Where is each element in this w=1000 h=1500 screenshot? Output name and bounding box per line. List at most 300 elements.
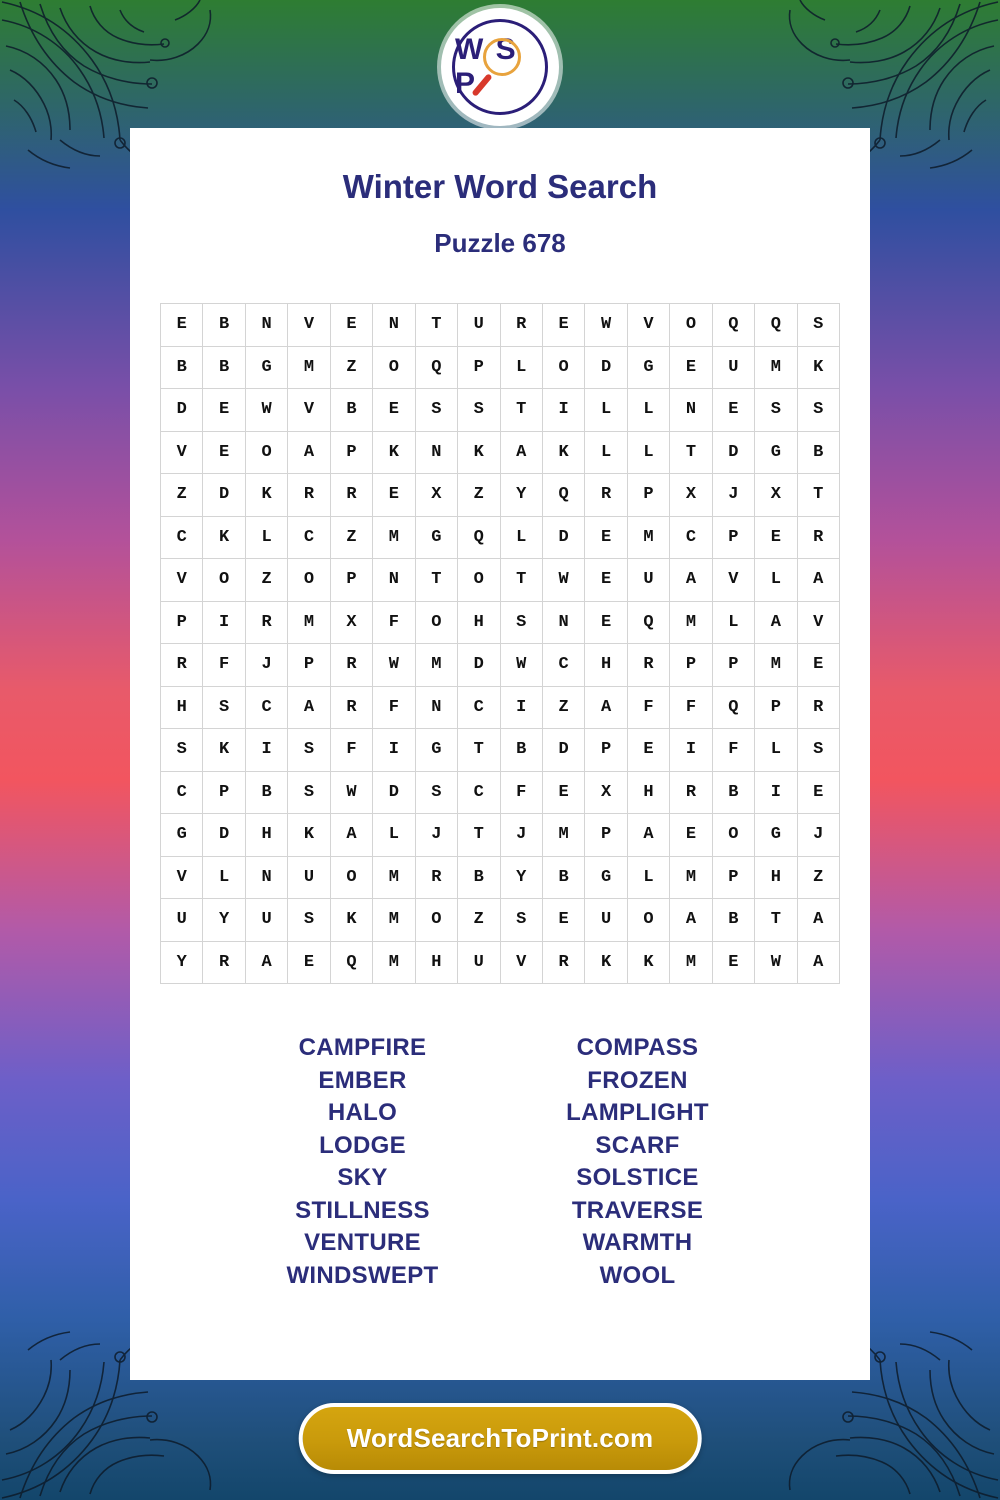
grid-row	[161, 346, 840, 389]
grid-cell[interactable]: M	[373, 516, 415, 559]
grid-cell[interactable]: E	[542, 304, 584, 347]
grid-cell[interactable]: Q	[458, 516, 500, 559]
word-list-item: FROZEN	[587, 1066, 688, 1094]
grid-cell[interactable]: P	[161, 601, 203, 644]
grid-cell[interactable]: O	[670, 304, 712, 347]
grid-cell[interactable]: D	[203, 474, 245, 517]
grid-cell[interactable]: R	[415, 856, 457, 899]
grid-cell[interactable]: M	[627, 516, 669, 559]
grid-cell[interactable]: I	[542, 389, 584, 432]
grid-cell[interactable]: A	[585, 686, 627, 729]
grid-cell[interactable]: T	[458, 729, 500, 772]
grid-cell[interactable]: R	[330, 474, 372, 517]
grid-cell[interactable]: A	[330, 814, 372, 857]
grid-cell[interactable]: L	[585, 431, 627, 474]
word-list-item: LODGE	[319, 1131, 406, 1159]
grid-cell[interactable]: E	[712, 941, 754, 984]
magnifier-icon	[483, 38, 521, 76]
grid-cell[interactable]: B	[797, 431, 839, 474]
grid-row	[161, 771, 840, 814]
grid-cell[interactable]: M	[542, 814, 584, 857]
grid-cell[interactable]: A	[797, 899, 839, 942]
grid-cell[interactable]: E	[670, 346, 712, 389]
grid-cell[interactable]: S	[415, 771, 457, 814]
grid-cell[interactable]: L	[627, 389, 669, 432]
grid-cell[interactable]: O	[627, 899, 669, 942]
grid-cell[interactable]: V	[161, 559, 203, 602]
grid-cell[interactable]: Z	[161, 474, 203, 517]
grid-cell[interactable]: O	[203, 559, 245, 602]
grid-cell[interactable]: P	[203, 771, 245, 814]
grid-cell[interactable]: R	[245, 601, 287, 644]
grid-cell[interactable]: M	[755, 644, 797, 687]
grid-row	[161, 899, 840, 942]
grid-cell[interactable]: K	[203, 729, 245, 772]
grid-cell[interactable]: C	[542, 644, 584, 687]
word-list-column-right	[500, 1032, 775, 1292]
grid-cell[interactable]: I	[245, 729, 287, 772]
grid-cell[interactable]: T	[797, 474, 839, 517]
grid-cell[interactable]: E	[288, 941, 330, 984]
grid-cell[interactable]: T	[415, 559, 457, 602]
grid-cell[interactable]: R	[500, 304, 542, 347]
grid-cell[interactable]: F	[500, 771, 542, 814]
grid-cell[interactable]: K	[203, 516, 245, 559]
grid-cell[interactable]: O	[330, 856, 372, 899]
grid-cell[interactable]: S	[288, 899, 330, 942]
grid-cell[interactable]: B	[330, 389, 372, 432]
grid-cell[interactable]: N	[542, 601, 584, 644]
grid-row	[161, 431, 840, 474]
website-label: WordSearchToPrint.com	[346, 1423, 654, 1453]
grid-cell[interactable]: N	[415, 431, 457, 474]
word-list	[130, 1032, 870, 1292]
grid-cell[interactable]: J	[415, 814, 457, 857]
grid-cell[interactable]: U	[245, 899, 287, 942]
grid-cell[interactable]: D	[542, 729, 584, 772]
grid-cell[interactable]: F	[373, 686, 415, 729]
grid-cell[interactable]: R	[288, 474, 330, 517]
grid-cell[interactable]: Y	[203, 899, 245, 942]
grid-cell[interactable]: M	[288, 346, 330, 389]
grid-cell[interactable]: C	[161, 771, 203, 814]
grid-cell[interactable]: P	[627, 474, 669, 517]
grid-cell[interactable]: E	[585, 601, 627, 644]
grid-cell[interactable]: N	[245, 856, 287, 899]
grid-cell[interactable]: B	[712, 771, 754, 814]
grid-cell[interactable]: E	[797, 771, 839, 814]
grid-cell[interactable]: J	[245, 644, 287, 687]
website-button[interactable]	[299, 1403, 702, 1474]
grid-cell[interactable]: K	[330, 899, 372, 942]
grid-cell[interactable]: A	[797, 559, 839, 602]
grid-cell[interactable]: Q	[330, 941, 372, 984]
grid-cell[interactable]: G	[585, 856, 627, 899]
grid-cell[interactable]: L	[627, 856, 669, 899]
grid-cell[interactable]: Q	[712, 686, 754, 729]
grid-cell[interactable]: V	[288, 389, 330, 432]
grid-cell[interactable]: A	[755, 601, 797, 644]
grid-cell[interactable]: R	[330, 686, 372, 729]
grid-cell[interactable]: K	[542, 431, 584, 474]
grid-cell[interactable]: Q	[415, 346, 457, 389]
grid-cell[interactable]: B	[542, 856, 584, 899]
grid-row	[161, 304, 840, 347]
grid-cell[interactable]: T	[670, 431, 712, 474]
grid-cell[interactable]: E	[585, 516, 627, 559]
grid-cell[interactable]: B	[458, 856, 500, 899]
grid-cell[interactable]: S	[797, 729, 839, 772]
grid-cell[interactable]: Z	[458, 899, 500, 942]
grid-cell[interactable]: L	[500, 346, 542, 389]
grid-cell[interactable]: D	[161, 389, 203, 432]
grid-cell[interactable]: P	[755, 686, 797, 729]
grid-cell[interactable]: I	[373, 729, 415, 772]
grid-cell[interactable]: L	[627, 431, 669, 474]
word-list-item: VENTURE	[304, 1229, 421, 1256]
grid-cell[interactable]: M	[373, 899, 415, 942]
grid-cell[interactable]: E	[712, 389, 754, 432]
grid-cell[interactable]: S	[458, 389, 500, 432]
grid-cell[interactable]: M	[670, 601, 712, 644]
grid-cell[interactable]: U	[458, 304, 500, 347]
grid-cell[interactable]: V	[500, 941, 542, 984]
grid-row	[161, 814, 840, 857]
grid-row	[161, 559, 840, 602]
grid-cell[interactable]: F	[627, 686, 669, 729]
grid-cell[interactable]: D	[203, 814, 245, 857]
grid-cell[interactable]: P	[712, 644, 754, 687]
word-list-item: SKY	[337, 1164, 388, 1191]
grid-cell[interactable]: D	[542, 516, 584, 559]
grid-cell[interactable]: V	[161, 856, 203, 899]
grid-cell[interactable]: A	[288, 431, 330, 474]
grid-cell[interactable]: B	[203, 346, 245, 389]
grid-cell[interactable]: Z	[797, 856, 839, 899]
grid-cell[interactable]: E	[542, 771, 584, 814]
grid-cell[interactable]: Y	[161, 941, 203, 984]
grid-cell[interactable]: C	[458, 771, 500, 814]
grid-cell[interactable]: B	[203, 304, 245, 347]
grid-cell[interactable]: W	[245, 389, 287, 432]
grid-cell[interactable]: U	[288, 856, 330, 899]
grid-row	[161, 601, 840, 644]
grid-cell[interactable]: I	[755, 771, 797, 814]
grid-cell[interactable]: M	[373, 856, 415, 899]
grid-cell[interactable]: G	[161, 814, 203, 857]
grid-cell[interactable]: V	[797, 601, 839, 644]
grid-cell[interactable]: N	[373, 304, 415, 347]
grid-cell[interactable]: E	[585, 559, 627, 602]
grid-cell[interactable]: L	[755, 559, 797, 602]
grid-cell[interactable]: Z	[542, 686, 584, 729]
grid-cell[interactable]: X	[330, 601, 372, 644]
grid-cell[interactable]: W	[500, 644, 542, 687]
grid-cell[interactable]: L	[755, 729, 797, 772]
grid-cell[interactable]: A	[627, 814, 669, 857]
grid-cell[interactable]: Q	[755, 304, 797, 347]
grid-cell[interactable]: S	[203, 686, 245, 729]
word-list-column-left	[225, 1032, 500, 1292]
grid-cell[interactable]: U	[161, 899, 203, 942]
word-list-item: SCARF	[595, 1131, 680, 1159]
grid-cell[interactable]: G	[245, 346, 287, 389]
grid-cell[interactable]: V	[712, 559, 754, 602]
grid-cell[interactable]: N	[415, 686, 457, 729]
grid-cell[interactable]: E	[203, 389, 245, 432]
grid-row	[161, 389, 840, 432]
grid-cell[interactable]: S	[288, 771, 330, 814]
grid-cell[interactable]: P	[585, 729, 627, 772]
grid-cell[interactable]: U	[458, 941, 500, 984]
grid-cell[interactable]: P	[585, 814, 627, 857]
grid-cell[interactable]: S	[161, 729, 203, 772]
word-list-item: WOOL	[599, 1261, 676, 1289]
grid-cell[interactable]: C	[161, 516, 203, 559]
grid-cell[interactable]: R	[797, 686, 839, 729]
grid-cell[interactable]: U	[712, 346, 754, 389]
grid-cell[interactable]: E	[627, 729, 669, 772]
grid-cell[interactable]: B	[245, 771, 287, 814]
grid-cell[interactable]: T	[500, 559, 542, 602]
grid-cell[interactable]: Z	[458, 474, 500, 517]
grid-cell[interactable]: S	[288, 729, 330, 772]
grid-cell[interactable]: L	[500, 516, 542, 559]
logo-circle	[452, 19, 548, 115]
grid-cell[interactable]: Q	[712, 304, 754, 347]
grid-cell[interactable]: R	[585, 474, 627, 517]
grid-cell[interactable]: Q	[627, 601, 669, 644]
grid-cell[interactable]: O	[542, 346, 584, 389]
grid-cell[interactable]: K	[245, 474, 287, 517]
grid-cell[interactable]: V	[161, 431, 203, 474]
grid-cell[interactable]: W	[585, 304, 627, 347]
grid-row	[161, 686, 840, 729]
grid-cell[interactable]: F	[373, 601, 415, 644]
grid-cell[interactable]: X	[755, 474, 797, 517]
grid-cell[interactable]: M	[670, 856, 712, 899]
grid-cell[interactable]: F	[670, 686, 712, 729]
grid-cell[interactable]: K	[373, 431, 415, 474]
grid-cell[interactable]: I	[670, 729, 712, 772]
grid-row	[161, 516, 840, 559]
grid-cell[interactable]: P	[330, 431, 372, 474]
grid-cell[interactable]: E	[330, 304, 372, 347]
grid-cell[interactable]: M	[373, 941, 415, 984]
grid-cell[interactable]: K	[288, 814, 330, 857]
grid-cell[interactable]: J	[500, 814, 542, 857]
grid-cell[interactable]: O	[245, 431, 287, 474]
grid-cell[interactable]: Y	[500, 856, 542, 899]
grid-cell[interactable]: E	[542, 899, 584, 942]
grid-cell[interactable]: V	[288, 304, 330, 347]
grid-cell[interactable]: R	[330, 644, 372, 687]
grid-cell[interactable]: G	[415, 516, 457, 559]
grid-cell[interactable]: W	[542, 559, 584, 602]
grid-cell[interactable]: T	[415, 304, 457, 347]
grid-cell[interactable]: B	[712, 899, 754, 942]
grid-cell[interactable]: R	[797, 516, 839, 559]
grid-row	[161, 474, 840, 517]
grid-cell[interactable]: O	[288, 559, 330, 602]
grid-cell[interactable]: W	[373, 644, 415, 687]
grid-cell[interactable]: H	[585, 644, 627, 687]
grid-cell[interactable]: N	[373, 559, 415, 602]
grid-cell[interactable]: T	[755, 899, 797, 942]
grid-cell[interactable]: C	[670, 516, 712, 559]
grid-cell[interactable]: X	[585, 771, 627, 814]
grid-cell[interactable]: P	[712, 516, 754, 559]
grid-cell[interactable]: S	[500, 601, 542, 644]
grid-cell[interactable]: W	[330, 771, 372, 814]
grid-cell[interactable]: X	[670, 474, 712, 517]
grid-cell[interactable]: F	[203, 644, 245, 687]
grid-cell[interactable]: M	[415, 644, 457, 687]
grid-cell[interactable]: E	[203, 431, 245, 474]
word-search-grid[interactable]	[160, 303, 840, 984]
grid-cell[interactable]: H	[245, 814, 287, 857]
word-search-grid-wrapper	[160, 303, 840, 984]
word-list-item: STILLNESS	[295, 1196, 430, 1224]
puzzle-number: Puzzle 678	[434, 228, 566, 258]
grid-cell[interactable]: L	[203, 856, 245, 899]
grid-cell[interactable]: M	[288, 601, 330, 644]
grid-cell[interactable]: H	[458, 601, 500, 644]
grid-cell[interactable]: M	[755, 346, 797, 389]
word-list-item: CAMPFIRE	[298, 1034, 427, 1061]
grid-cell[interactable]: O	[415, 601, 457, 644]
grid-cell[interactable]: N	[670, 389, 712, 432]
grid-cell[interactable]: K	[797, 346, 839, 389]
grid-cell[interactable]: E	[755, 516, 797, 559]
grid-cell[interactable]: E	[670, 814, 712, 857]
word-list-item: WINDSWEPT	[286, 1261, 439, 1289]
grid-cell[interactable]: G	[755, 814, 797, 857]
grid-cell[interactable]: P	[670, 644, 712, 687]
grid-cell[interactable]: U	[585, 899, 627, 942]
grid-cell[interactable]: Z	[245, 559, 287, 602]
grid-cell[interactable]: R	[670, 771, 712, 814]
grid-cell[interactable]: O	[458, 559, 500, 602]
grid-cell[interactable]: Z	[330, 516, 372, 559]
grid-cell[interactable]: D	[585, 346, 627, 389]
grid-cell[interactable]: G	[415, 729, 457, 772]
grid-cell[interactable]: S	[797, 304, 839, 347]
grid-cell[interactable]: H	[161, 686, 203, 729]
grid-cell[interactable]: R	[203, 941, 245, 984]
site-logo	[441, 8, 559, 126]
word-list-item: WARMTH	[582, 1229, 693, 1256]
grid-cell[interactable]: A	[670, 899, 712, 942]
grid-cell[interactable]: A	[288, 686, 330, 729]
grid-cell[interactable]: K	[585, 941, 627, 984]
grid-cell[interactable]: S	[755, 389, 797, 432]
grid-cell[interactable]: P	[712, 856, 754, 899]
grid-cell[interactable]: D	[373, 771, 415, 814]
grid-cell[interactable]: B	[161, 346, 203, 389]
grid-cell[interactable]: P	[330, 559, 372, 602]
grid-cell[interactable]: N	[245, 304, 287, 347]
grid-cell[interactable]: Z	[330, 346, 372, 389]
grid-cell[interactable]: X	[415, 474, 457, 517]
grid-cell[interactable]: L	[585, 389, 627, 432]
grid-cell[interactable]: H	[415, 941, 457, 984]
grid-cell[interactable]: G	[627, 346, 669, 389]
grid-cell[interactable]: L	[373, 814, 415, 857]
grid-cell[interactable]: S	[415, 389, 457, 432]
grid-cell[interactable]: I	[500, 686, 542, 729]
grid-cell[interactable]: R	[542, 941, 584, 984]
grid-cell[interactable]: P	[288, 644, 330, 687]
grid-row	[161, 644, 840, 687]
grid-cell[interactable]: M	[670, 941, 712, 984]
logo-text: W S P	[455, 33, 518, 100]
page-title: Winter Word Search	[342, 168, 658, 205]
grid-row	[161, 729, 840, 772]
grid-cell[interactable]: L	[245, 516, 287, 559]
grid-cell[interactable]: V	[627, 304, 669, 347]
grid-cell[interactable]: S	[500, 899, 542, 942]
grid-cell[interactable]: C	[288, 516, 330, 559]
grid-cell[interactable]: D	[458, 644, 500, 687]
grid-row	[161, 941, 840, 984]
grid-cell[interactable]: T	[500, 389, 542, 432]
grid-cell[interactable]: C	[458, 686, 500, 729]
grid-cell[interactable]: L	[712, 601, 754, 644]
grid-cell[interactable]: G	[755, 431, 797, 474]
grid-cell[interactable]: K	[627, 941, 669, 984]
grid-cell[interactable]: S	[797, 389, 839, 432]
grid-cell[interactable]: H	[627, 771, 669, 814]
grid-cell[interactable]: U	[627, 559, 669, 602]
grid-cell[interactable]: J	[797, 814, 839, 857]
word-list-item: EMBER	[318, 1066, 407, 1094]
grid-cell[interactable]: W	[755, 941, 797, 984]
grid-cell[interactable]: K	[458, 431, 500, 474]
grid-cell[interactable]: H	[755, 856, 797, 899]
grid-cell[interactable]: T	[458, 814, 500, 857]
grid-cell[interactable]: E	[797, 644, 839, 687]
grid-cell[interactable]: D	[712, 431, 754, 474]
grid-cell[interactable]: R	[627, 644, 669, 687]
grid-cell[interactable]: Q	[542, 474, 584, 517]
grid-row	[161, 856, 840, 899]
grid-cell[interactable]: E	[373, 474, 415, 517]
word-list-item: LAMPLIGHT	[566, 1099, 709, 1126]
grid-cell[interactable]: A	[797, 941, 839, 984]
word-list-item: TRAVERSE	[571, 1196, 704, 1224]
grid-cell[interactable]: R	[161, 644, 203, 687]
grid-cell[interactable]: C	[245, 686, 287, 729]
grid-cell[interactable]: I	[203, 601, 245, 644]
grid-cell[interactable]: E	[373, 389, 415, 432]
grid-cell[interactable]: F	[330, 729, 372, 772]
grid-cell[interactable]: Y	[500, 474, 542, 517]
word-list-item: SOLSTICE	[576, 1164, 699, 1191]
grid-cell[interactable]: J	[712, 474, 754, 517]
grid-cell[interactable]: B	[500, 729, 542, 772]
grid-cell[interactable]: O	[712, 814, 754, 857]
grid-cell[interactable]: A	[245, 941, 287, 984]
grid-cell[interactable]: A	[500, 431, 542, 474]
word-list-item: COMPASS	[576, 1034, 699, 1061]
grid-cell[interactable]: F	[712, 729, 754, 772]
grid-cell[interactable]: P	[458, 346, 500, 389]
grid-cell[interactable]: A	[670, 559, 712, 602]
grid-cell[interactable]: E	[161, 304, 203, 347]
grid-cell[interactable]: O	[373, 346, 415, 389]
grid-cell[interactable]: O	[415, 899, 457, 942]
